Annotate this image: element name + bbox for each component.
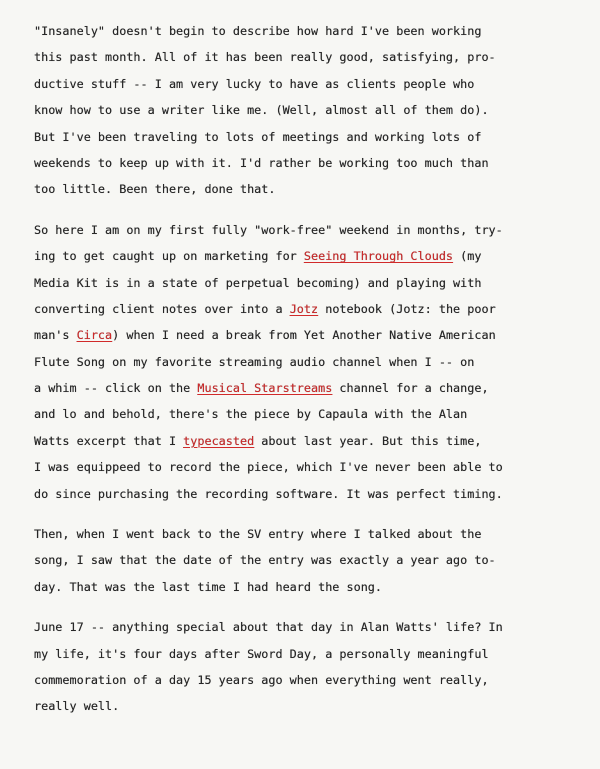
line-text: June 17 -- anything special about that day in Alan Watts' life? In: [34, 620, 503, 635]
paragraph: [34, 521, 574, 600]
text-line: [34, 322, 574, 348]
line-text: about last year. But this time,: [254, 433, 482, 448]
line-text: this past month. All of it has been really good, satisfying, pro-: [34, 50, 496, 65]
text-line: [34, 18, 574, 44]
line-text: So here I am on my first fully "work-free" weekend in months, try-: [34, 222, 503, 237]
text-line: [34, 71, 574, 97]
text-line: [34, 693, 574, 719]
line-text: know how to use a writer like me. (Well, almost all of them do).: [34, 103, 489, 118]
line-text: Watts excerpt that I: [34, 433, 184, 448]
line-text: ing to get caught up on marketing for: [34, 249, 304, 264]
link-text[interactable]: Seeing Through Clouds: [303, 249, 454, 264]
text-line: [34, 375, 574, 401]
line-text: channel for a change,: [332, 381, 489, 396]
text-line: [34, 481, 574, 507]
line-text: really well.: [34, 699, 120, 714]
text-line: [34, 243, 574, 269]
text-line: [34, 614, 574, 640]
line-text: a whim -- click on the: [34, 381, 198, 396]
line-text: Then, when I went back to the SV entry where I talked about the: [34, 527, 482, 542]
text-line: [34, 296, 574, 322]
link-text[interactable]: typecasted: [183, 433, 255, 448]
text-line: [34, 349, 574, 375]
line-text: converting client notes over into a: [34, 301, 290, 316]
text-line: [34, 150, 574, 176]
text-line: [34, 641, 574, 667]
line-text: I was equippeed to record the piece, which I've never been able to: [34, 460, 503, 475]
line-text: "Insanely" doesn't begin to describe how hard I've been working: [34, 24, 482, 38]
text-line: [34, 521, 574, 547]
text-line: [34, 270, 574, 296]
text-line: [34, 44, 574, 70]
line-text: and lo and behold, there's the piece by Capaula with the Alan: [34, 407, 468, 422]
line-text: ) when I need a break from Yet Another Native American: [112, 328, 496, 343]
line-text: But I've been traveling to lots of meetings and working lots of: [34, 129, 482, 144]
text-line: [34, 401, 574, 427]
text-line: [34, 574, 574, 600]
text-line: [34, 547, 574, 573]
text-line: [34, 667, 574, 693]
line-text: notebook (Jotz: the poor: [318, 301, 496, 316]
text-line: [34, 124, 574, 150]
line-text: song, I saw that the date of the entry was exactly a year ago to-: [34, 553, 496, 568]
line-text: Flute Song on my favorite streaming audio channel when I -- on: [34, 354, 475, 369]
line-text: (my: [453, 249, 482, 264]
line-text: too little. Been there, done that.: [34, 182, 276, 197]
paragraph: [34, 614, 574, 720]
line-text: day. That was the last time I had heard the song.: [34, 579, 383, 594]
line-text: weekends to keep up with it. I'd rather be working too much than: [34, 155, 489, 170]
line-text: my life, it's four days after Sword Day, a personally meaningful: [34, 646, 489, 661]
text-line: [34, 454, 574, 480]
text-line: [34, 176, 574, 202]
paragraph: [34, 217, 574, 507]
link-text[interactable]: Musical Starstreams: [197, 381, 333, 396]
line-text: Media Kit is in a state of perpetual becoming) and playing with: [34, 275, 482, 290]
line-text: ductive stuff -- I am very lucky to have as clients people who: [34, 76, 475, 91]
text-line: [34, 217, 574, 243]
paragraph: [34, 18, 574, 203]
line-text: do since purchasing the recording software. It was perfect timing.: [34, 486, 503, 501]
line-text: man's: [34, 328, 77, 343]
text-line: [34, 97, 574, 123]
line-text: commemoration of a day 15 years ago when everything went really,: [34, 672, 489, 687]
link-text[interactable]: Jotz: [289, 301, 319, 316]
text-line: [34, 428, 574, 454]
link-text[interactable]: Circa: [76, 328, 113, 343]
